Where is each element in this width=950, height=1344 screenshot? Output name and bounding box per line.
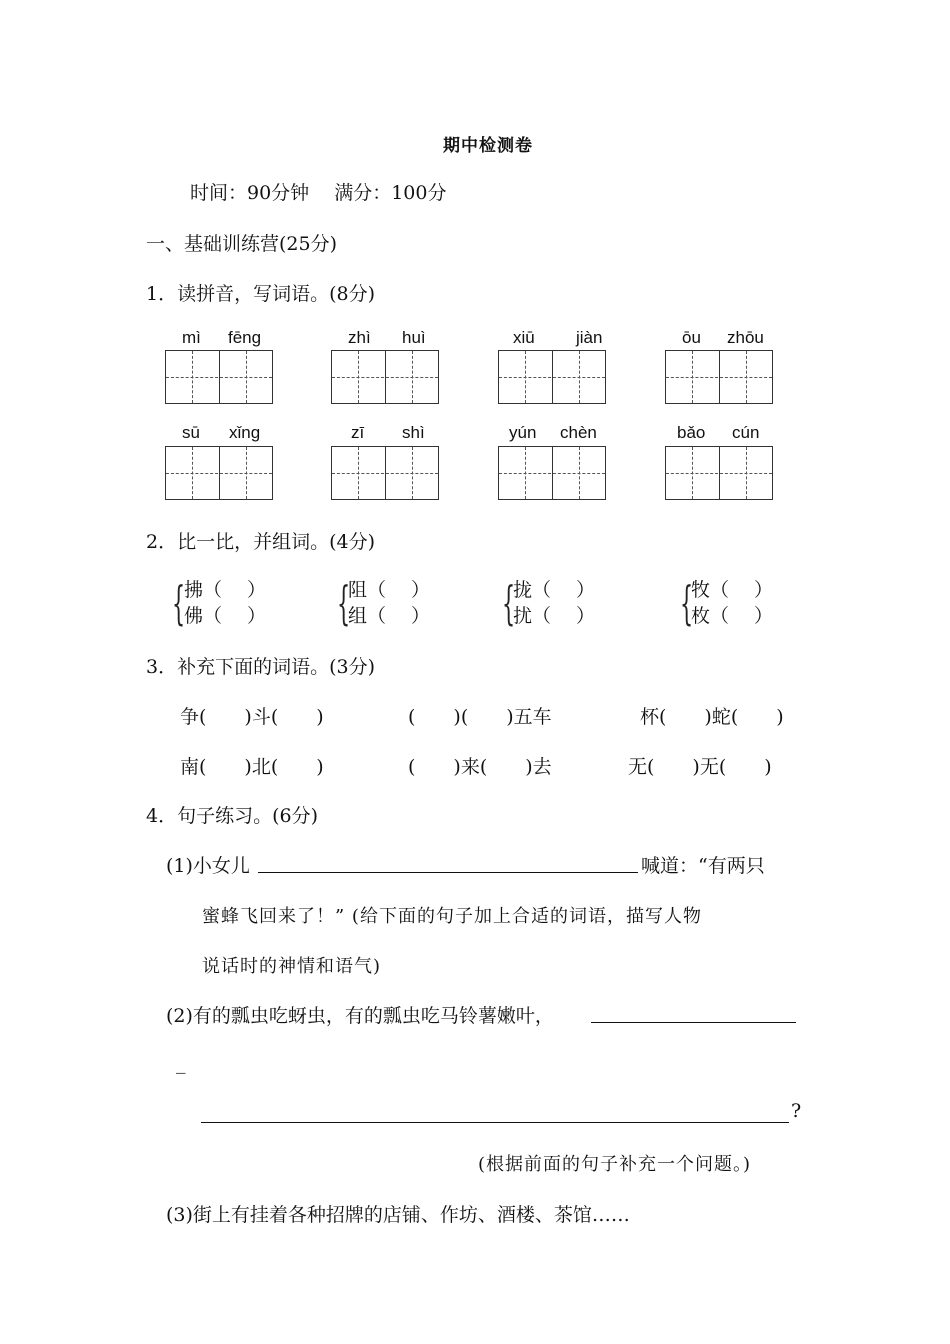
pinyin-text: chèn xyxy=(560,423,597,442)
sentence-2-note: (根据前面的句子补充一个问题。) xyxy=(478,1154,752,1175)
pair-bottom: 佛（ ） xyxy=(184,605,267,627)
sentence-2-dash: _ xyxy=(176,1052,186,1074)
pinyin-text: fēng xyxy=(228,328,262,347)
writing-grid[interactable] xyxy=(498,446,606,500)
pinyin-text: shì xyxy=(402,423,425,442)
pinyin-text: zhōu xyxy=(727,328,764,347)
answer-line[interactable] xyxy=(591,1022,796,1023)
writing-grid[interactable] xyxy=(665,350,773,404)
writing-grid[interactable] xyxy=(665,446,773,500)
idiom-fill[interactable]: 无( )无( ) xyxy=(628,756,772,778)
question-4-label: 4．句子练习。(6分) xyxy=(146,805,319,827)
answer-line[interactable] xyxy=(258,872,638,873)
pinyin-text: huì xyxy=(402,328,426,347)
question-mark: ? xyxy=(791,1100,802,1122)
writing-grid[interactable] xyxy=(498,350,606,404)
compare-pair[interactable] xyxy=(184,577,266,629)
sentence-3: (3)街上有挂着各种招牌的店铺、作坊、酒楼、茶馆…… xyxy=(166,1204,630,1226)
question-1-label: 1．读拼音，写词语。(8分) xyxy=(146,283,376,305)
sentence-1-line3: 说话时的神情和语气) xyxy=(202,956,382,977)
pinyin-text: jiàn xyxy=(576,328,603,347)
pair-bottom: 扰（ ） xyxy=(513,605,596,627)
pair-top: 拂（ ） xyxy=(184,579,267,601)
pinyin-text: bǎo xyxy=(677,423,706,442)
sentence-1-line2: 蜜蜂飞回来了！” (给下面的句子加上合适的词语，描写人物 xyxy=(202,906,702,927)
idiom-fill[interactable]: 杯( )蛇( ) xyxy=(640,706,784,728)
brace-icon: { xyxy=(172,576,186,630)
answer-line[interactable] xyxy=(201,1122,789,1123)
writing-grid[interactable] xyxy=(165,446,273,500)
pinyin-text: ōu xyxy=(682,328,701,347)
writing-grid[interactable] xyxy=(331,350,439,404)
compare-pair[interactable] xyxy=(348,577,430,629)
page-title: 期中检测卷 xyxy=(443,136,533,156)
sentence-1-end: 喊道：“有两只 xyxy=(641,855,765,877)
pair-top: 牧（ ） xyxy=(691,579,774,601)
section-heading: 一、基础训练营(25分) xyxy=(146,233,338,255)
idiom-fill[interactable]: ( )来( )去 xyxy=(408,756,552,778)
idiom-fill[interactable]: ( )( )五车 xyxy=(408,706,552,728)
idiom-fill[interactable]: 南( )北( ) xyxy=(180,756,324,778)
pair-top: 阻（ ） xyxy=(348,579,431,601)
sentence-1-start: (1)小女儿 xyxy=(166,855,250,877)
question-2-label: 2．比一比，并组词。(4分) xyxy=(146,531,376,553)
brace-icon: { xyxy=(680,576,694,630)
idiom-fill[interactable]: 争( )斗( ) xyxy=(180,706,324,728)
compare-pair[interactable] xyxy=(691,577,773,629)
pinyin-text: mì xyxy=(182,328,201,347)
brace-icon: { xyxy=(502,576,516,630)
pinyin-text: cún xyxy=(732,423,760,442)
compare-pair[interactable] xyxy=(513,577,595,629)
pinyin-text: sū xyxy=(182,423,200,442)
pinyin-text: xiū xyxy=(513,328,535,347)
question-3-label: 3．补充下面的词语。(3分) xyxy=(146,656,376,678)
pair-bottom: 枚（ ） xyxy=(691,605,774,627)
brace-icon: { xyxy=(337,576,351,630)
pinyin-text: zhì xyxy=(348,328,371,347)
pair-top: 拢（ ） xyxy=(513,579,596,601)
pair-bottom: 组（ ） xyxy=(348,605,431,627)
writing-grid[interactable] xyxy=(165,350,273,404)
sentence-2-start: (2)有的瓢虫吃蚜虫，有的瓢虫吃马铃薯嫩叶， xyxy=(166,1005,554,1027)
pinyin-text: zī xyxy=(351,423,365,442)
exam-meta: 时间：90分钟 满分：100分 xyxy=(190,182,447,204)
pinyin-text: yún xyxy=(509,423,537,442)
writing-grid[interactable] xyxy=(331,446,439,500)
pinyin-text: xǐng xyxy=(229,423,261,442)
